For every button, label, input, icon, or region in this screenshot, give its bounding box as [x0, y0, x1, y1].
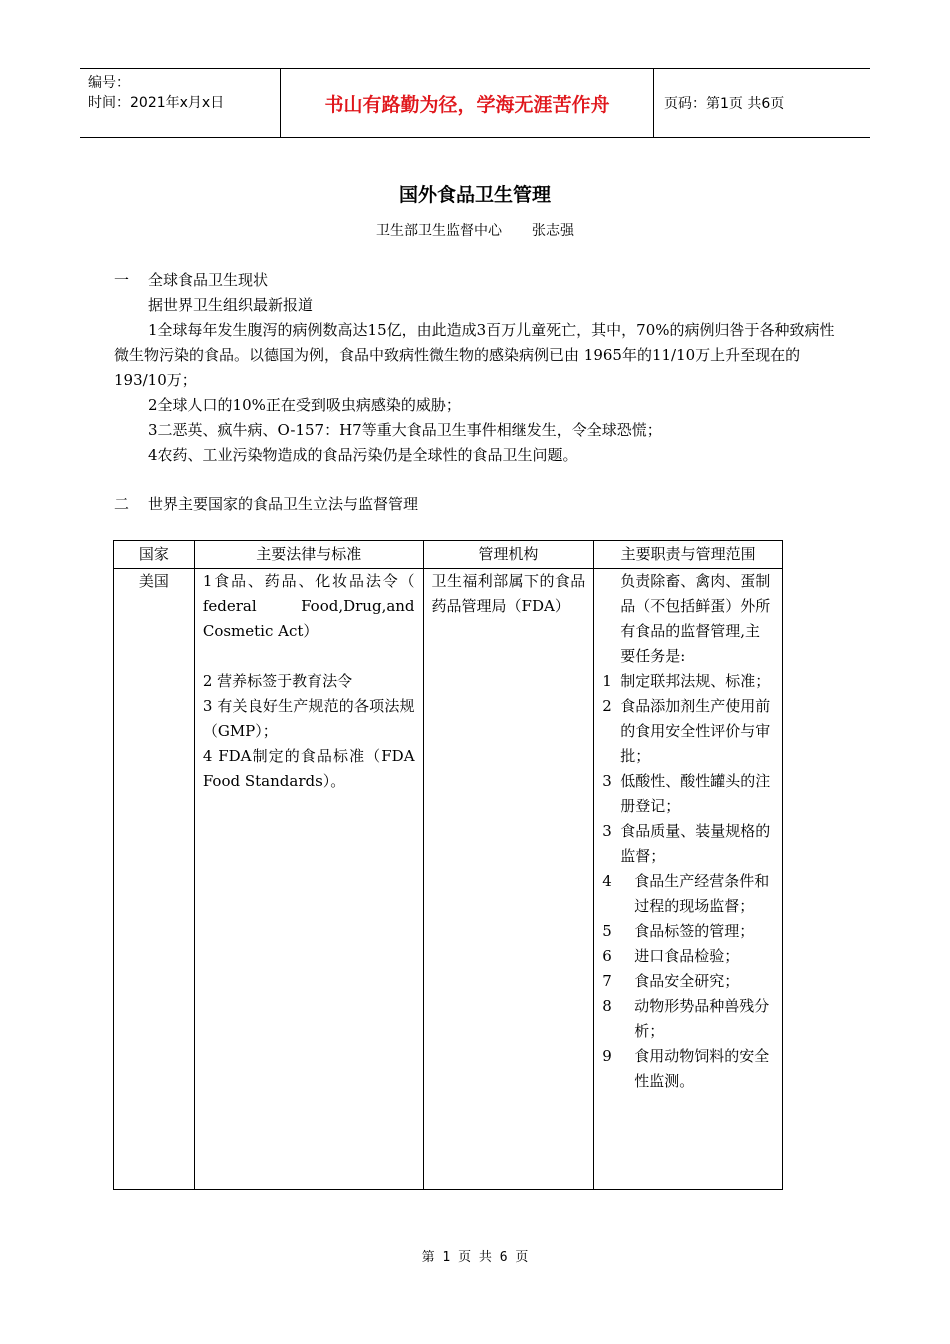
agency-cell	[423, 569, 594, 1190]
paragraph: 4农药、工业污染物造成的食品污染仍是全球性的食品卫生问题。	[148, 446, 578, 464]
agency-text: 卫生福利部属下的食品药品管理局（FDA）	[431, 572, 586, 615]
section-heading-1	[114, 268, 840, 293]
document-time: 时间：2021年x月x日	[88, 95, 225, 111]
responsibility-item: 8 动物形势品种兽残分析；	[602, 997, 770, 1040]
paragraph: 据世界卫生组织最新报道	[148, 296, 314, 314]
section-number: 一	[114, 271, 130, 289]
law-item: 1食品、药品、化妆品法令（ federal Food,Drug,and Cosmetic Act）	[202, 572, 415, 640]
responsibility-item: 1 制定联邦法规、标准；	[602, 672, 771, 690]
responsibilities-cell	[594, 569, 783, 1190]
responsibility-item: 3 食品质量、装量规格的监督；	[602, 822, 771, 865]
header-box	[80, 68, 870, 138]
table-row	[114, 569, 783, 1190]
section-title: 全球食品卫生现状	[148, 271, 269, 289]
document-body	[114, 268, 840, 517]
table-header-row	[114, 541, 783, 569]
law-item: 2 营养标签于教育法令	[202, 672, 353, 690]
section-number: 二	[114, 495, 130, 513]
column-header: 主要法律与标准	[194, 541, 423, 569]
responsibility-item: 3 低酸性、酸性罐头的注册登记；	[602, 772, 771, 815]
responsibility-item: 2 食品添加剂生产使用前的食用安全性评价与审批；	[602, 697, 771, 765]
column-header: 管理机构	[423, 541, 594, 569]
paragraph: 1全球每年发生腹泻的病例数高达15亿，由此造成3百万儿童死亡，其中，70%的病例归咎于各种致病性微生物污染的食品。以德国为例，食品中致病性微生物的感染病例已由 1965年的11/10万上升至现在的193/10万；	[114, 321, 835, 389]
document-number: 编号：	[88, 75, 130, 91]
section-title: 世界主要国家的食品卫生立法与监督管理	[148, 495, 419, 513]
responsibilities-intro: 负责除畜、禽肉、蛋制品（不包括鲜蛋）外所有食品的监督管理,主要任务是:	[620, 572, 771, 665]
responsibility-item: 5 食品标签的管理；	[602, 922, 755, 940]
laws-cell	[194, 569, 423, 1190]
column-header: 国家	[114, 541, 195, 569]
author-name: 张志强	[532, 223, 574, 239]
country-cell: 美国	[114, 569, 195, 1190]
regulation-table	[113, 540, 783, 1190]
page-title: 国外食品卫生管理	[398, 184, 551, 206]
law-item: 4 FDA制定的食品标准（FDA Food Standards）。	[202, 747, 415, 790]
paragraph: 3二恶英、疯牛病、O-157：H7等重大食品卫生事件相继发生，令全球恐慌；	[148, 421, 662, 439]
law-item: 3 有关良好生产规范的各项法规（GMP）；	[202, 697, 415, 740]
responsibility-item: 7 食品安全研究；	[602, 972, 740, 990]
byline	[0, 220, 950, 240]
header-motto: 书山有路勤为径，学海无涯苦作舟	[281, 69, 654, 137]
paragraph: 2全球人口的10%正在受到吸虫病感染的威胁；	[148, 396, 461, 414]
author-org: 卫生部卫生监督中心	[376, 223, 502, 239]
header-meta	[80, 69, 281, 137]
column-header: 主要职责与管理范围	[594, 541, 783, 569]
responsibility-item: 9 食用动物饲料的安全性监测。	[602, 1047, 770, 1090]
section-heading-2	[114, 492, 840, 517]
header-page-info: 页码：第1页 共6页	[664, 96, 785, 112]
responsibility-item: 4 食品生产经营条件和过程的现场监督；	[602, 872, 770, 915]
responsibility-item: 6 进口食品检验；	[602, 947, 740, 965]
page-footer: 第 1 页 共 6 页	[421, 1250, 529, 1265]
